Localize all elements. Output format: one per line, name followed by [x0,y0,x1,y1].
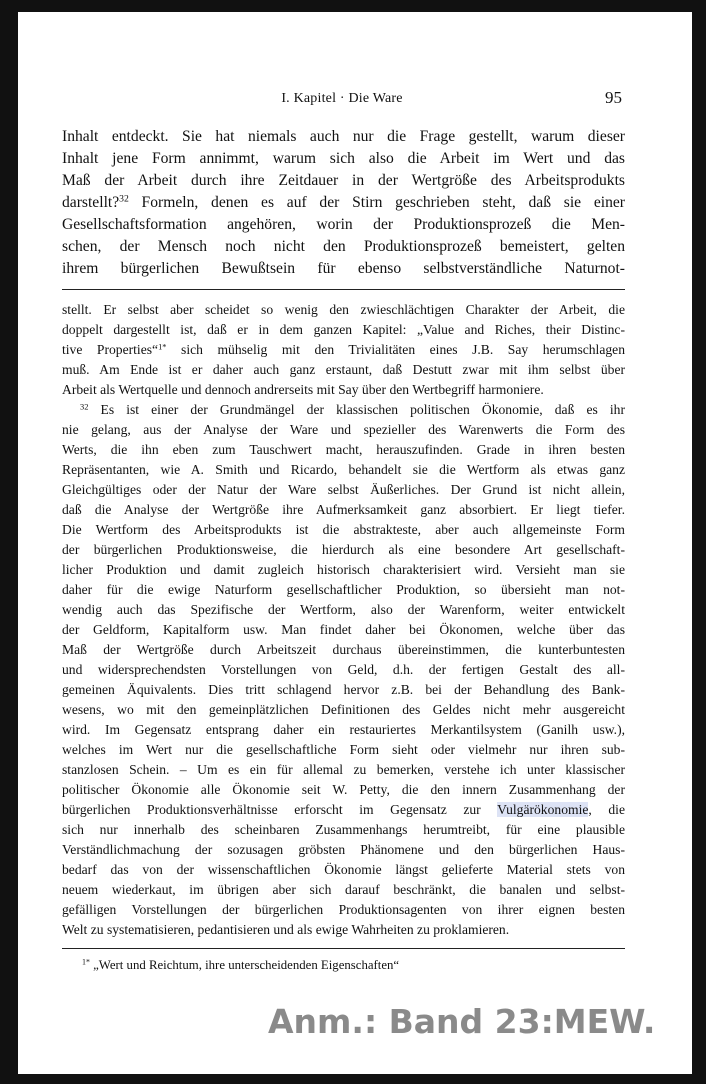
footnote-line: Arbeit als Wertquelle und dennoch andrerseits mit Say über den Wertbegriff harmoniere. [62,382,544,397]
footnote-32-line: der Geldform, Kapitalform usw. Man findet daher bei Ökonomen, welche über das [62,622,625,637]
footnote-32-line: sich nur innerhalb des scheinbaren Zusammenhangs herumtreibt, für eine plausible [62,822,625,837]
book-page [18,12,692,1074]
footnote-32-line: bedarf das von der wissenschaftlichen Ökonomie längst gelieferte Material stets von [62,862,625,877]
footnote-fragment: , die [588,802,625,817]
footnote-32-line: Welt zu systematisieren, pedantisieren und als ewige Wahrheiten zu proklamieren. [62,922,510,937]
footnote-32-line: nie gelang, aus der Analyse der Ware und spezieller des Warenwerts die Form des [62,422,625,437]
editor-footnote-ref: 1* [158,341,167,352]
footnote-32-line: licher Produktion und damit zugleich historisch charakterisiert wird. Versieht man sie [62,562,625,577]
footnote-32-line: der bürgerlichen Produktionsweise, die hierdurch als eine besondere Art gesellschaft- [62,542,625,557]
footnote-32-line: Maß der Wertgröße durch Arbeitszeit durchaus übereinstimmen, die kunterbuntesten [62,642,625,657]
footnote-32-line: Gleichgültiges oder der Natur der Ware selbst Äußerliches. Der Grund ist nicht allein, [62,482,625,497]
footnote-32-line: Werts, die ihn eben zum Tauschwert macht, herauszufinden. Grade in ihren besten [62,442,625,457]
footnote-32-line: neuem wiederkaut, im übrigen aber sich darauf beschränkt, die banalen und selbst- [62,882,625,897]
footnote-marker-32: 32 [80,401,89,412]
footnote-32-line: wendig auch das Spezifische der Wertform, also der Warenform, weiter entwickelt [62,602,625,617]
footnote-32-line [62,802,625,818]
footnote-line [62,342,625,358]
running-head: I. Kapitel · Die Ware [281,91,403,106]
footnote-fragment: Es ist einer der Grundmängel der klassischen politischen Ökonomie, daß es ihr [88,402,625,417]
footnote-fragment: sich mühselig mit den Trivialitäten eines J.B. Say herumschlagen [166,342,625,357]
footnote-32-line: wesens, wo mit den gemeinplätzlichen Definitionen des Geldes nicht mehr ausgereicht [62,702,625,717]
footnote-separator [62,289,625,290]
editor-footnote-separator [62,948,625,949]
editor-footnote-text: „Wert und Reichtum, ihre unterscheidenden Eigenschaften“ [89,958,400,972]
footnote-32-line: stanzlosen Schein. – Um es ein für allemal zu bemerken, verstehe ich unter klassischer [62,762,625,777]
main-text-line [62,194,625,212]
footnote-line: muß. Am Ende ist er daher auch ganz erstaunt, daß Destutt zwar mit ihm selbst über [62,362,625,377]
main-text-line: Inhalt jene Form annimmt, warum sich also die Arbeit im Wert und das [62,150,625,167]
main-text-line: ihrem bürgerlichen Bewußtsein für ebenso selbstverständliche Naturnot- [62,260,625,277]
highlighted-text[interactable]: Vulgärökonomie [497,802,589,817]
footnote-32-line: Die Wertform des Arbeitsprodukts ist die abstrakteste, aber auch allgemeinste Form [62,522,625,537]
footnote-ref-32: 32 [119,193,129,205]
footnote-32-line: und widersprechendsten Vorstellungen von Geld, d.h. der fertigen Gestalt des all- [62,662,625,677]
footnote-line: doppelt dargestellt ist, daß er in dem ganzen Kapitel: „Value and Riches, their Distinc- [62,322,625,337]
footnote-32-line: Repräsentanten, wie A. Smith und Ricardo, behandelt sie die Wertform als etwas ganz [62,462,625,477]
footnote-32-line: politischer Ökonomie alle Ökonomie seit W. Petty, die den innern Zusammenhang der [62,782,625,797]
footnote-line: stellt. Er selbst aber scheidet so wenig den zwieschlächtigen Charakter der Arbeit, die [62,302,625,317]
editor-footnote [82,958,622,973]
main-text-line: Inhalt entdeckt. Sie hat niemals auch nur die Frage gestellt, warum dieser [62,128,625,145]
page-header [62,88,622,114]
footnote-32-line: Verständlichmachung der sozusagen gröbsten Phänomene und den bürgerlichen Haus- [62,842,625,857]
page-number: 95 [605,88,622,107]
footnote-32-line: wird. Im Gegensatz entsprang daher ein restauriertes Merkantilsystem (Ganilh usw.), [62,722,625,737]
main-text-line: Gesellschaftsformation angehören, worin der Produktionsprozeß die Men- [62,216,625,233]
main-text-line: Maß der Arbeit durch ihre Zeitdauer in der Wertgröße des Arbeitsprodukts [62,172,625,189]
footnote-32-line: gefälligen Vorstellungen der bürgerlichen Produktionsagenten von ihrer eignen besten [62,902,625,917]
footnote-32-line: daher für die ewige Naturform gesellschaftlicher Produktion, so übersieht man not- [62,582,625,597]
editor-footnote-marker: 1* [82,957,90,967]
footnote-32-line [80,402,625,418]
footnote-32-line: welches im Wert nur die gesellschaftliche Form sieht oder vielmehr nur ihren sub- [62,742,625,757]
footnote-32-line: daß die Analyse der Wertgröße ihre Aufmerksamkeit ganz absorbiert. Er liegt tiefer. [62,502,625,517]
main-text-line: schen, der Mensch noch nicht den Produktionsprozeß bemeistert, gelten [62,238,625,255]
watermark-annotation: Anm.: Band 23:MEW. [268,1002,656,1041]
footnote-fragment: tive Properties“ [62,342,159,357]
main-text-fragment: darstellt? [62,194,120,211]
main-text-fragment: Formeln, denen es auf der Stirn geschrieben steht, daß sie einer [128,194,625,211]
footnote-32-line: gemeinen Äquivalents. Dies tritt schlagend hervor z.B. bei der Behandlung des Bank- [62,682,625,697]
footnote-fragment: bürgerlichen Produktionsverhältnisse erforscht im Gegensatz zur [62,802,498,817]
